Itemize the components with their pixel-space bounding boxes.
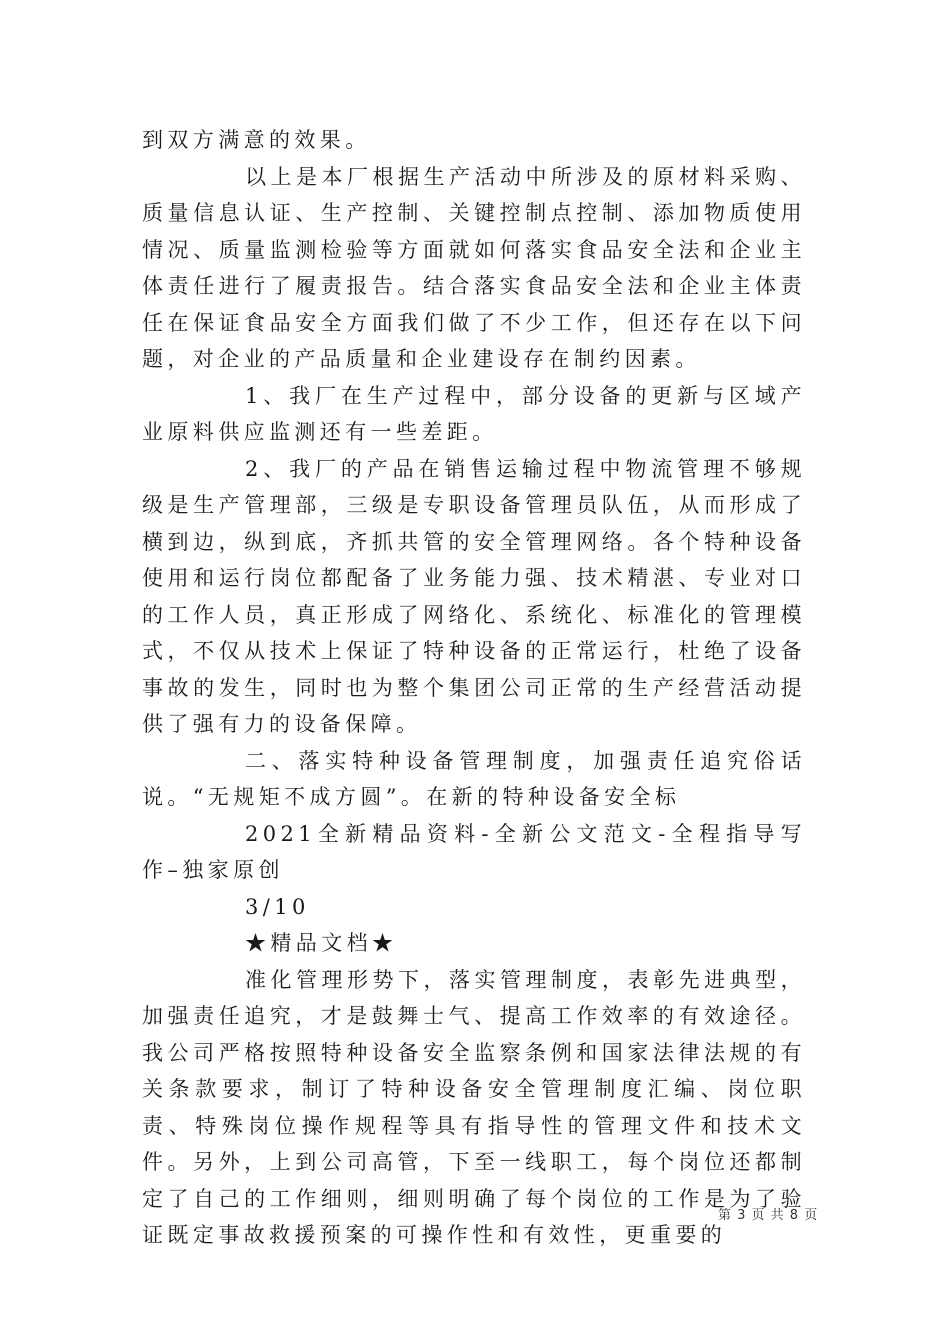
paragraph-quality-label: ★精品文档★	[245, 931, 398, 955]
document-body	[142, 122, 806, 1254]
paragraph-page-fraction: 3/10	[245, 894, 310, 919]
page-number-footer: 第 3 页 共 8 页	[718, 1208, 819, 1223]
paragraph-issue-2: 2、我厂的产品在销售运输过程中物流管理不够规级是生产管理部，三级是专职设备管理员队伍，从而形成了横到边，纵到底，齐抓共管的安全管理网络。各个特种设备使用和运行岗位都配备了业务能力强、技术精湛、专业对口的工作人员，真正形成了网络化、系统化、标准化的管理模式，不仅从技术上保证了特种设备的正常运行，杜绝了设备事故的发生，同时也为整个集团公司正常的生产经营活动提供了强有力的设备保障。	[142, 456, 806, 736]
paragraph-summary: 以上是本厂根据生产活动中所涉及的原材料采购、质量信息认证、生产控制、关键控制点控制、添加物质使用情况、质量监测检验等方面就如何落实食品安全法和企业主体责任进行了履责报告。结合落实食品安全法和企业主体责任在保证食品安全方面我们做了不少工作，但还存在以下问题，对企业的产品质量和企业建设存在制约因素。	[142, 164, 806, 371]
paragraph-section-2-heading: 二、落实特种设备管理制度，加强责任追究俗话说。“无规矩不成方圆”。在新的特种设备安全标	[142, 748, 806, 809]
paragraph-promo-banner: 2021全新精品资料-全新公文范文-全程指导写作–独家原创	[142, 821, 806, 882]
paragraph-management-system: 准化管理形势下，落实管理制度，表彰先进典型，加强责任追究，才是鼓舞士气、提高工作效率的有效途径。我公司严格按照特种设备安全监察条例和国家法律法规的有关条款要求，制订了特种设备安全管理制度汇编、岗位职责、特殊岗位操作规程等具有指导性的管理文件和技术文件。另外，上到公司高管，下至一线职工，每个岗位还都制定了自己的工作细则，细则明确了每个岗位的工作是为了验证既定事故救援预案的可操作性和有效性，更重要的	[142, 967, 806, 1247]
paragraph-issue-1: 1、我厂在生产过程中，部分设备的更新与区域产业原料供应监测还有一些差距。	[142, 383, 806, 444]
paragraph-conclusion-tail: 到双方满意的效果。	[142, 128, 371, 152]
